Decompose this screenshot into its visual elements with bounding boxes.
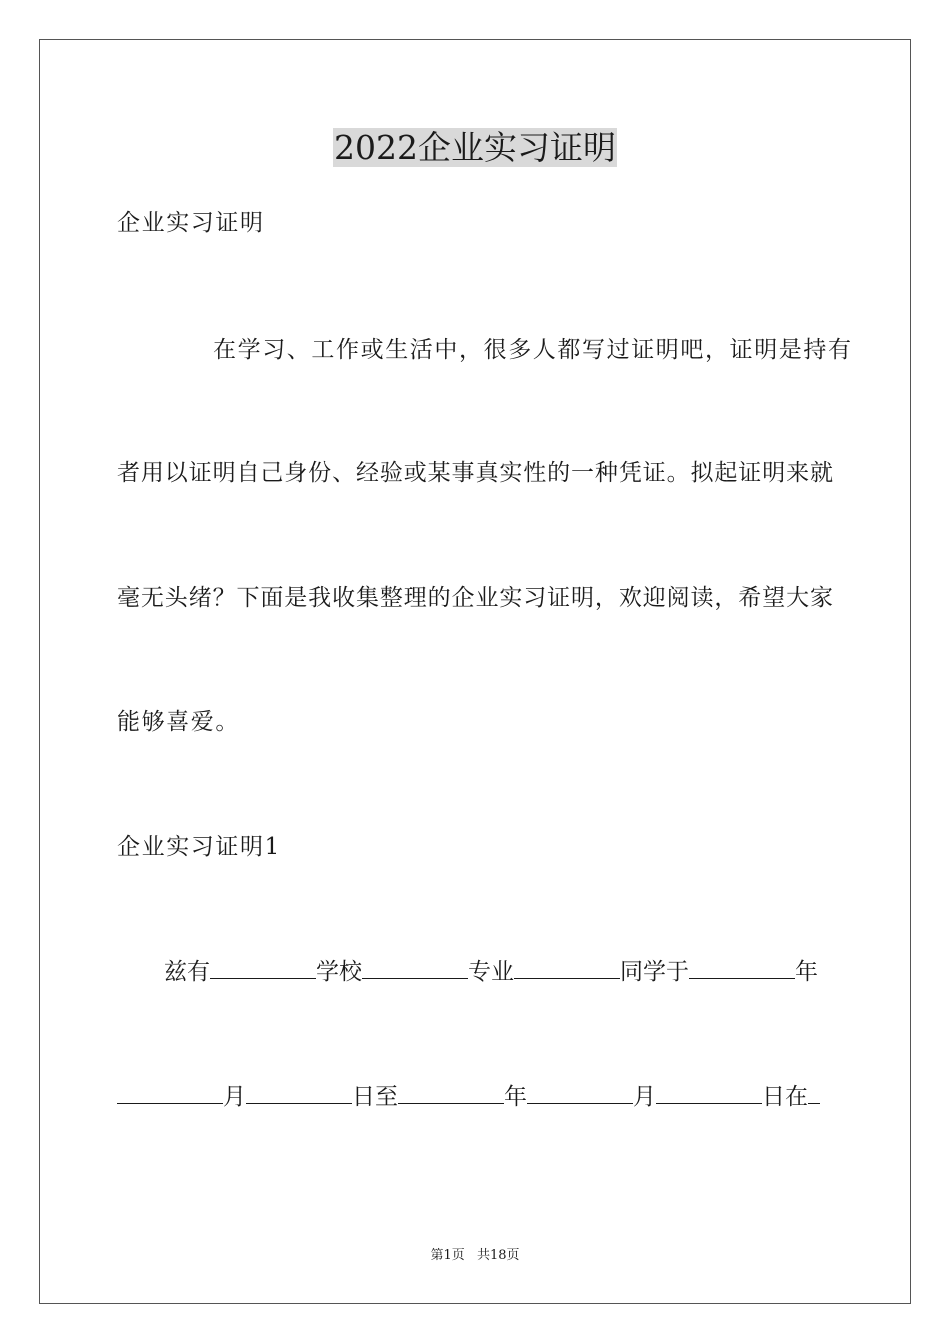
form-text: 学校 [316, 959, 362, 985]
section-heading: 企业实习证明1 [117, 834, 281, 860]
fill-blank [514, 956, 620, 979]
form-text: 日在 [762, 1084, 808, 1110]
form-text: 日至 [352, 1084, 398, 1110]
form-text: 年 [795, 959, 818, 985]
page-total: 共18页 [476, 1248, 520, 1263]
form-text: 专业 [468, 959, 514, 985]
fill-blank [656, 1081, 762, 1104]
fill-blank [398, 1081, 504, 1104]
intro-line-2: 者用以证明自己身份、经验或某事真实性的一种凭证。拟起证明来就 [117, 460, 833, 486]
fill-blank [246, 1081, 352, 1104]
page-number: 第1页 [430, 1248, 465, 1263]
fill-blank [527, 1081, 633, 1104]
form-line-1 [117, 956, 833, 987]
form-text: 月 [223, 1084, 246, 1110]
fill-blank [808, 1081, 820, 1104]
fill-blank [689, 956, 795, 979]
form-text: 同学于 [620, 959, 689, 985]
form-line-2 [117, 1081, 833, 1112]
document-title [0, 128, 950, 168]
document-subtitle: 企业实习证明 [117, 210, 265, 236]
intro-line-4: 能够喜爱。 [117, 709, 240, 735]
intro-line-3: 毫无头绪？下面是我收集整理的企业实习证明，欢迎阅读，希望大家 [117, 585, 833, 611]
form-text: 年 [504, 1084, 527, 1110]
fill-blank [210, 956, 316, 979]
page-footer [0, 1247, 950, 1265]
form-text: 兹有 [164, 959, 210, 985]
document-title-text: 2022企业实习证明 [334, 128, 616, 167]
fill-blank [362, 956, 468, 979]
fill-blank [117, 1081, 223, 1104]
form-text: 月 [633, 1084, 656, 1110]
intro-line-1: 在学习、工作或生活中，很多人都写过证明吧，证明是持有 [213, 337, 853, 363]
